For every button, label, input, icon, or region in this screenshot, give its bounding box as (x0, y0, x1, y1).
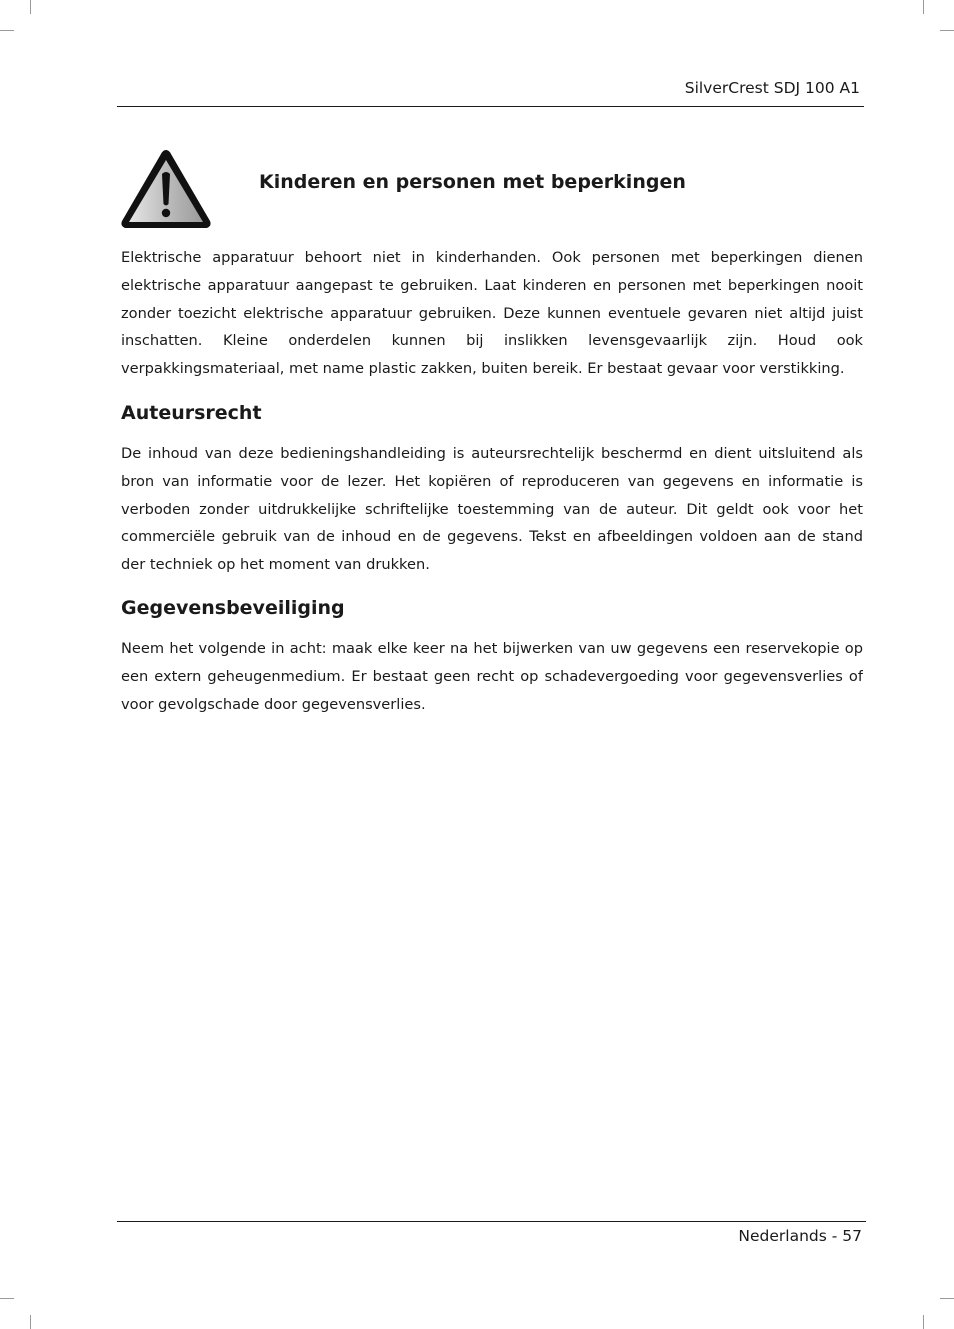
text-line: een extern geheugenmedium. Er bestaat geen recht op schadevergoeding voor gegevensverlies of (121, 667, 863, 685)
warning-paragraph (121, 244, 863, 383)
page-number: Nederlands - 57 (738, 1227, 862, 1245)
running-header: SilverCrest SDJ 100 A1 (684, 79, 860, 97)
crop-mark (0, 1298, 14, 1299)
section-heading-data-security: Gegevensbeveiliging (121, 597, 345, 619)
crop-mark (30, 0, 31, 14)
warning-title: Kinderen en personen met beperkingen (259, 171, 686, 193)
text-line: Neem het volgende in acht: maak elke keer na het bijwerken van uw gegevens een reservekopie op (121, 640, 863, 657)
text-line: elektrische apparatuur aangepast te gebruiken. Laat kinderen en personen met beperkingen nooit (121, 276, 863, 294)
header-rule (117, 106, 864, 107)
crop-mark (940, 30, 954, 31)
warning-triangle-icon (119, 148, 213, 230)
text-line: verpakkingsmateriaal, met name plastic zakken, buiten bereik. Er bestaat gevaar voor verstikking. (121, 360, 845, 378)
crop-mark (940, 1298, 954, 1299)
crop-mark (923, 0, 924, 14)
crop-mark (923, 1315, 924, 1329)
data-security-paragraph (121, 635, 863, 718)
footer-rule (117, 1221, 866, 1222)
section-heading-copyright: Auteursrecht (121, 402, 262, 424)
copyright-paragraph (121, 440, 863, 579)
crop-mark (30, 1315, 31, 1329)
text-line: voor gevolgschade door gegevensverlies. (121, 695, 426, 713)
crop-mark (0, 30, 14, 31)
text-line: inschatten. Kleine onderdelen kunnen bij inslikken levensgevaarlijk zijn. Houd ook (121, 332, 863, 350)
text-line: der techniek op het moment van drukken. (121, 556, 430, 574)
text-line: zonder toezicht elektrische apparatuur gebruiken. Deze kunnen eventuele gevaren niet altijd juist (121, 304, 863, 322)
text-line: verboden zonder uitdrukkelijke schriftelijke toestemming van de auteur. Dit geldt ook voor het (121, 500, 863, 518)
text-line: De inhoud van deze bedieningshandleiding is auteursrechtelijk beschermd en dient uitsluitend als (121, 445, 863, 462)
text-line: commerciële gebruik van de inhoud en de gegevens. Tekst en afbeeldingen voldoen aan de stand (121, 528, 863, 546)
text-line: Elektrische apparatuur behoort niet in kinderhanden. Ook personen met beperkingen dienen (121, 249, 863, 266)
text-line: bron van informatie voor de lezer. Het kopiëren of reproduceren van gegevens en informatie is (121, 472, 863, 490)
